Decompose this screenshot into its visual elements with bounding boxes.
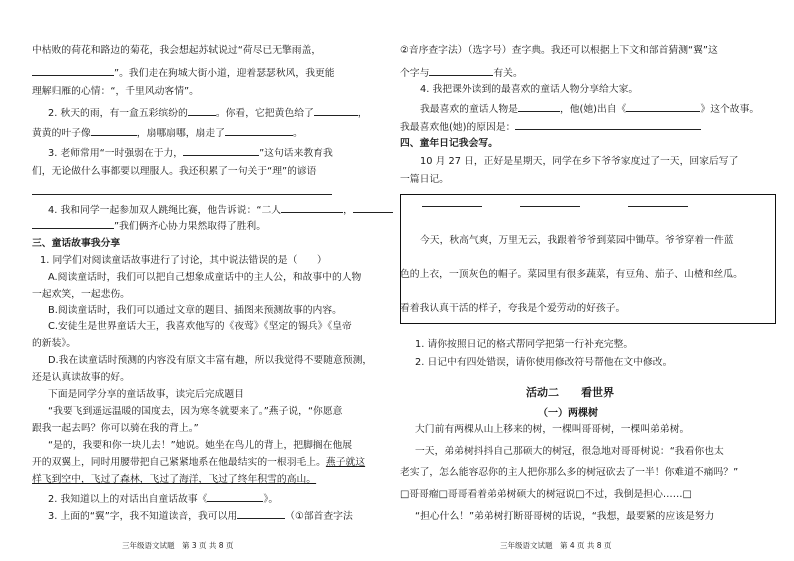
page-footer: 三年级语文试题 第 3 页 共 8 页 bbox=[122, 541, 234, 550]
text-line: 个字与 有关。 bbox=[400, 65, 523, 80]
sub-title: （一）两棵树 bbox=[538, 408, 598, 419]
answer-blank[interactable] bbox=[91, 125, 137, 136]
answer-blank[interactable] bbox=[314, 105, 358, 116]
answer-blank[interactable] bbox=[518, 101, 560, 112]
diary-line: 色的上衣，一顶灰色的帽子。菜园里有很多蔬菜，有豆角、茄子、山楂和丝瓜。 bbox=[400, 269, 743, 280]
option-a: A.阅读童话时，我们可以把自己想象成童话中的主人公，和故事中的人物 bbox=[48, 272, 362, 283]
diary-weather-blank[interactable] bbox=[628, 206, 688, 208]
diary-note: 2. 日记中有四处错误，请你使用修改符号帮他在文中修改。 bbox=[415, 357, 673, 368]
option-b: B.阅读童话时，我们可以通过文章的题目、插图来预测故事的内容。 bbox=[48, 305, 342, 316]
text-line: 3. 老师常用“一时强弱在于力， ”这句话来教育我 bbox=[48, 145, 333, 160]
story-line: 样飞到空中，飞过了森林，飞过了海洋，飞过了终年积雪的高山。 bbox=[32, 474, 317, 485]
answer-blank[interactable] bbox=[225, 125, 293, 136]
text-line: 黄黄的叶子像 ，扇哪扇哪，扇走了 。 bbox=[32, 125, 303, 140]
story-line: 一天，弟弟树抖抖自己那硕大的树冠，很急地对哥哥树说：“我看你也太 bbox=[415, 446, 724, 457]
answer-blank[interactable] bbox=[188, 105, 216, 116]
option-d-cont: 还是认真读故事的好。 bbox=[32, 372, 130, 383]
story-line: 大门前有两棵从山上移来的树，一棵叫哥哥树，一棵叫弟弟树。 bbox=[415, 424, 690, 435]
story-line: “是的，我要和你一块儿去！”她说。她坐在鸟儿的背上，把脚搁在他展 bbox=[48, 440, 353, 451]
section-title: 三、童话故事我分享 bbox=[32, 238, 121, 249]
answer-blank[interactable] bbox=[515, 119, 701, 130]
activity-title: 活动二 看世界 bbox=[526, 386, 614, 399]
story-line: “我要飞到遥远温暖的国度去，因为寒冬就要来了。”燕子说，“你愿意 bbox=[48, 406, 343, 417]
question-1: 1. 同学们对阅读童话故事进行了讨论，其中说法错误的是（ ） bbox=[40, 255, 327, 266]
answer-blank[interactable] bbox=[626, 101, 700, 112]
text-line: ”。我们走在狗城大街小道，迎着瑟瑟秋风，我更能 bbox=[32, 65, 335, 80]
answer-blank[interactable] bbox=[281, 202, 343, 213]
answer-blank[interactable] bbox=[183, 145, 259, 156]
answer-blank[interactable] bbox=[237, 508, 285, 519]
option-c: C.安徒生是世界童话大王，我喜欢他写的《夜莺》《坚定的锡兵》《皇帝 bbox=[48, 321, 352, 332]
text-line: 我最喜欢他(她)的原因是： bbox=[400, 119, 701, 134]
text-line: 理解归雁的心情：“，千里风动客情”。 bbox=[32, 86, 199, 97]
text-line: 我最喜欢的童话人物是 ，他(她)出自《 》这个故事。 bbox=[420, 101, 759, 116]
story-line: “担心什么！”弟弟树打断哥哥树的话说，“我想，最要紧的应该是努力 bbox=[415, 511, 715, 522]
text-line: ②音序查字法）（选字号）查字典。我还可以根据上下文和部首猜测“翼”这 bbox=[400, 45, 718, 56]
diary-line: 今天，秋高气爽，万里无云，我跟着爷爷到菜园中锄草。爷爷穿着一件蓝 bbox=[420, 235, 734, 246]
answer-blank[interactable] bbox=[429, 65, 493, 76]
option-d: D.我在读童话时预测的内容没有原文丰富有趣，所以我觉得不要随意预测， bbox=[48, 355, 373, 366]
answer-blank[interactable] bbox=[207, 491, 263, 502]
diary-line: 看着我认真干活的样子，夸我是个爱劳动的好孩子。 bbox=[400, 303, 626, 314]
text-line: 们，无论做什么事都要以理服人。我还积累了一句关于“理”的谚语 bbox=[32, 166, 317, 177]
answer-blank[interactable] bbox=[353, 202, 393, 213]
question-3: 3. 上面的“翼”字，我不知道读音，我可以用 （①部首查字法 bbox=[48, 508, 353, 523]
section-title: 四、童年日记我会写。 bbox=[400, 138, 498, 149]
story-line: □哥哥瘤□哥哥看着弟弟树硕大的树冠说□不过，我倒是担心……□ bbox=[400, 489, 692, 500]
text-line: 4. 我和同学一起参加双人跳绳比赛，他告诉说：“二人 ， bbox=[48, 202, 393, 217]
text-line: 4. 我把课外读到的最喜欢的童话人物分享给大家。 bbox=[420, 84, 639, 95]
diary-weekday-blank[interactable] bbox=[520, 206, 580, 208]
answer-blank[interactable] bbox=[32, 218, 114, 229]
diary-note: 1. 请你按照日记的格式帮同学把第一行补充完整。 bbox=[415, 339, 634, 350]
text-line: 10 月 27 日，正好是星期天，同学在乡下爷爷家度过了一天，回家后写了 bbox=[420, 156, 739, 167]
question-2: 2. 我知道以上的对话出自童话故事《 》。 bbox=[48, 491, 278, 506]
story-line: 跟我一起去吗？你可以骑在我的背上。” bbox=[32, 423, 199, 434]
text-line: 一篇日记。 bbox=[400, 174, 449, 185]
text-line: 中枯败的荷花和路边的菊花，我会想起苏轼说过“荷尽已无擎雨盖， bbox=[32, 45, 322, 56]
page-footer: 三年级语文试题 第 4 页 共 8 页 bbox=[500, 541, 612, 550]
share-intro: 下面是同学分享的童话故事，读完后完成题目 bbox=[48, 389, 244, 400]
answer-blank[interactable] bbox=[32, 184, 332, 195]
diary-date-blank[interactable] bbox=[422, 206, 482, 208]
text-line: 2. 秋天的雨，有一盒五彩缤纷的 。你看，它把黄色给了 ， bbox=[48, 105, 368, 120]
option-c-cont: 的新装》。 bbox=[32, 338, 77, 349]
text-line bbox=[32, 184, 332, 199]
story-line: 老实了，怎么能容忍你的主人把你那么多的树冠砍去了一半！你难道不痛吗？” bbox=[400, 467, 739, 478]
text-line: ”我们俩齐心协力果然取得了胜利。 bbox=[32, 218, 266, 233]
answer-blank[interactable] bbox=[32, 65, 114, 76]
story-line: 开的双翼上，同时用腰带把自己紧紧地系在他最结实的一根羽毛上。燕子就这 bbox=[32, 457, 366, 468]
option-a-cont: 一起欢笑，一起悲伤。 bbox=[32, 289, 130, 300]
